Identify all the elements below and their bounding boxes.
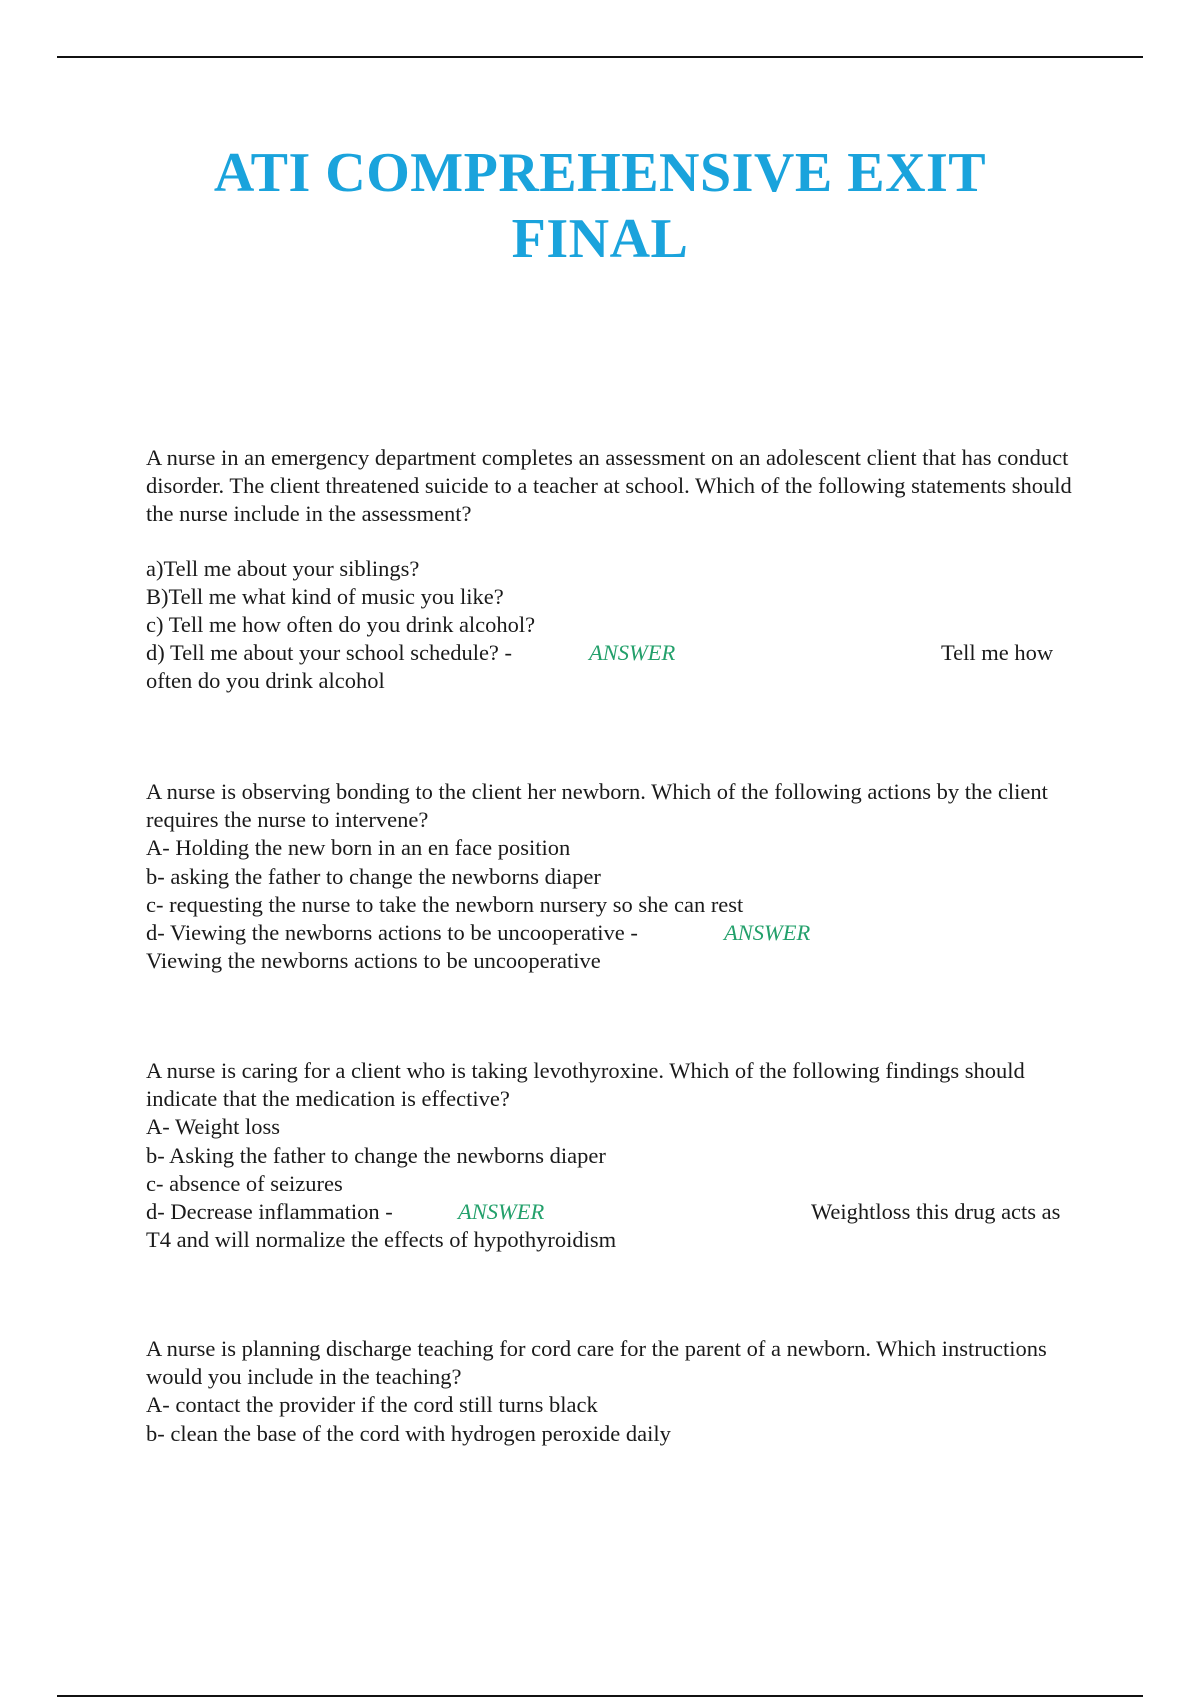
answer-text-continued: often do you drink alcohol [146,668,385,694]
title-line-1: ATI COMPREHENSIVE EXIT [213,142,987,204]
answer-text: Tell me how [941,640,1054,666]
title-line-2: FINAL [511,208,689,270]
option-a: A- contact the provider if the cord still turns black [146,1392,598,1418]
answer-label: ANSWER [458,1199,545,1225]
question-stem: A nurse in an emergency department completes an assessment on an adolescent client that has conduct disorder. The client threatened suicide to a teacher at school. Which of the following statements should the nurse include in the assessment? [146,445,1072,527]
answer-text-continued: T4 and will normalize the effects of hypothyroidism [146,1227,617,1253]
answer-line [146,639,1086,667]
option-b: b- asking the father to change the newborns diaper [146,863,601,889]
answer-line [146,919,1086,947]
bottom-rule [57,1695,1143,1697]
answer-label: ANSWER [589,640,676,666]
option-c: c- requesting the nurse to take the newborn nursery so she can rest [146,891,744,917]
question-block-1 [146,444,1086,696]
answer-label: ANSWER [724,920,811,946]
option-d: d- Decrease inflammation - [146,1199,393,1225]
option-b: B)Tell me what kind of music you like? [146,583,504,609]
option-b: b- clean the base of the cord with hydrogen peroxide daily [146,1420,671,1446]
page-title [0,140,1200,272]
answer-text: Weightloss this drug acts as [811,1199,1061,1225]
question-block-2 [146,778,1086,975]
question-block-4 [146,1335,1086,1448]
question-stem: A nurse is planning discharge teaching for cord care for the parent of a newborn. Which instructions would you include in the teaching? [146,1336,1047,1390]
option-a: a)Tell me about your siblings? [146,555,420,581]
answer-line [146,1198,1086,1226]
option-d: d) Tell me about your school schedule? - [146,640,513,666]
answer-text: Viewing the newborns actions to be uncooperative [146,948,601,974]
option-a: A- Holding the new born in an en face position [146,835,571,861]
option-c: c) Tell me how often do you drink alcohol? [146,612,536,638]
question-block-3 [146,1057,1086,1254]
question-stem: A nurse is caring for a client who is taking levothyroxine. Which of the following findings should indicate that the medication is effective? [146,1058,1025,1112]
option-b: b- Asking the father to change the newborns diaper [146,1142,606,1168]
top-rule [57,56,1143,58]
option-d: d- Viewing the newborns actions to be uncooperative - [146,920,638,946]
question-stem: A nurse is observing bonding to the client her newborn. Which of the following actions by the client requires the nurse to intervene? [146,779,1048,833]
option-a: A- Weight loss [146,1114,281,1140]
option-c: c- absence of seizures [146,1170,343,1196]
